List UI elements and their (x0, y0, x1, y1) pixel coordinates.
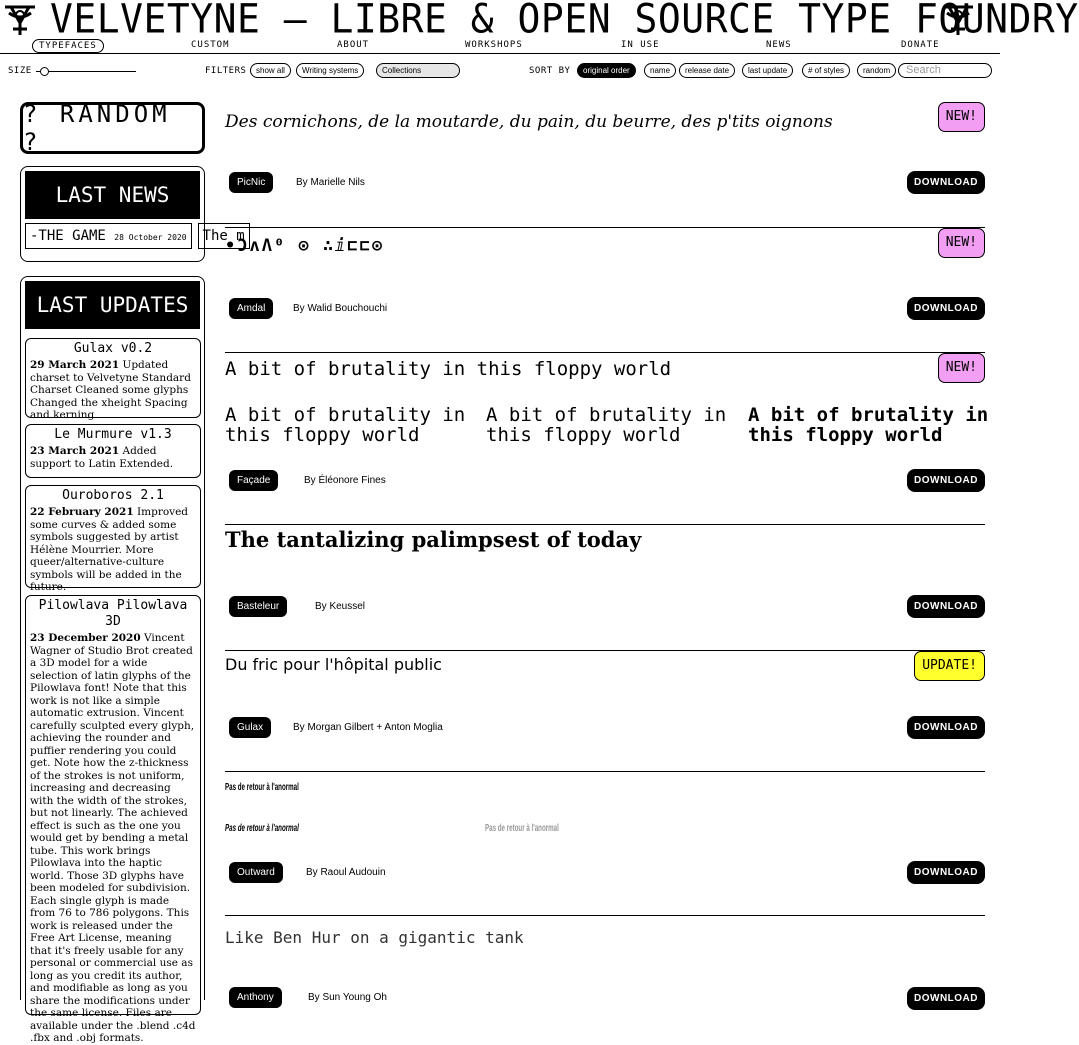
font-name-tag[interactable]: Outward (229, 862, 283, 883)
font-name-tag[interactable]: Amdal (229, 298, 273, 319)
update-text: Vincent Wagner of Studio Brot created a 3D model for a wide selection of latin glyphs of the Pilowlava font! Note that this work is not like a simple automatic extrusion. Vincent carefully sculpted every glyph, achieving the rounder and puffier rendering you could get. Note how the z-thickness of the strokes is not uniform, increasing and decreasing with the width of the strokes, but not linearly. The achieved effect is such as the one you would get by bending a metal tube. This work brings Pilowlava into the haptic world. Those 3D glyphs have been modeled for subdivision. Each single glyph is made from 76 to 786 polygons. This work is released under the Free Art License, meaning that it's freely usable for any personal or commercial use as long as you credit its author, and modifiable as long as you share the modifications under the same license. Files are available under the .blend .c4d .fbx and .obj formats. (30, 632, 196, 1044)
news-item-title: The m (202, 228, 245, 244)
update-title: Gulax v0.2 (73, 341, 153, 356)
font-entry-facade (225, 353, 989, 523)
font-style-variant[interactable]: Pas de retour à l'anormal (225, 823, 299, 834)
font-entry-basteleur (225, 525, 985, 649)
size-slider-knob[interactable] (40, 67, 49, 76)
last-updates-panel (20, 276, 205, 1044)
nav-custom[interactable]: CUSTOM (191, 40, 230, 50)
font-author: By Walid Bouchouchi (293, 303, 388, 314)
font-entry-amdal (225, 228, 985, 324)
news-ticker (25, 223, 245, 251)
update-card[interactable] (25, 338, 201, 421)
font-author: By Éléonore Fines (304, 475, 386, 486)
download-button[interactable]: DOWNLOAD (907, 987, 985, 1010)
update-body (30, 506, 196, 594)
font-name-tag[interactable]: Anthony (229, 987, 282, 1008)
font-specimen[interactable]: •ƆʌΛ⁰ ⊙ ∴ⅈ⊏⊏⊙ (225, 236, 385, 256)
update-text: Updated charset to Velvetyne Standard Charset Cleaned some glyphs Changed the xheight Spacing and kerning (30, 359, 191, 421)
sort-label: SORT BY (529, 66, 571, 76)
font-name-tag[interactable]: Basteleur (229, 596, 287, 617)
download-button[interactable]: DOWNLOAD (907, 861, 985, 884)
font-style-variant[interactable]: Pas de retour à l'anormal (485, 823, 559, 834)
news-item-date: 28 October 2020 (114, 233, 187, 242)
download-button[interactable]: DOWNLOAD (907, 171, 985, 194)
font-author: By Sun Young Oh (308, 992, 387, 1003)
font-entry-outward (225, 772, 985, 914)
filter-writing-systems[interactable]: Writing systems (296, 63, 364, 78)
font-specimen[interactable]: Like Ben Hur on a gigantic tank (225, 928, 524, 947)
font-entry-picnic (225, 102, 985, 198)
site-header (0, 0, 1079, 43)
new-badge: NEW! (938, 228, 985, 258)
font-author: By Marielle Nils (296, 177, 365, 188)
new-badge: NEW! (938, 102, 985, 132)
last-updates-title: LAST UPDATES (25, 281, 200, 329)
font-author: By Morgan Gilbert + Anton Moglia (293, 722, 443, 733)
news-item[interactable] (25, 223, 192, 249)
update-title: Le Murmure v1.3 (54, 427, 172, 442)
update-date: 23 December 2020 (30, 632, 141, 644)
font-style-variant[interactable]: A bit of brutality in this floppy world (486, 404, 727, 446)
nav-typefaces[interactable]: TYPEFACES (32, 39, 104, 53)
font-entry-anthony (225, 916, 985, 1004)
last-news-panel (20, 166, 245, 262)
update-date: 22 February 2021 (30, 506, 134, 518)
update-title: Pilowlava Pilowlava 3D (38, 598, 188, 629)
update-card[interactable] (25, 595, 201, 1044)
update-body (30, 632, 196, 1045)
font-entry-gulax (225, 651, 985, 771)
font-name-tag[interactable]: Gulax (229, 717, 271, 738)
update-title: Ouroboros 2.1 (62, 488, 164, 503)
size-slider[interactable] (36, 71, 136, 72)
sort-number-of-styles[interactable]: # of styles (802, 63, 850, 78)
update-date: 23 March 2021 (30, 445, 120, 457)
update-date: 29 March 2021 (30, 359, 120, 371)
font-specimen[interactable]: Des cornichons, de la moutarde, du pain, du beurre, des p'tits oignons (225, 112, 833, 132)
update-card[interactable] (25, 424, 201, 478)
nav-news[interactable]: NEWS (766, 40, 792, 50)
sort-original-order[interactable]: original order (577, 63, 636, 78)
update-body (30, 359, 196, 422)
random-button[interactable]: ? RANDOM ? (20, 102, 205, 154)
sort-last-update[interactable]: last update (742, 63, 793, 78)
sort-random[interactable]: random (857, 63, 896, 78)
sort-release-date[interactable]: release date (679, 63, 735, 78)
download-button[interactable]: DOWNLOAD (907, 595, 985, 618)
font-specimen[interactable]: A bit of brutality in this floppy world (225, 358, 672, 380)
font-author: By Keussel (315, 601, 366, 612)
nav-donate[interactable]: DONATE (901, 40, 940, 50)
download-button[interactable]: DOWNLOAD (907, 297, 985, 320)
font-specimen[interactable]: The tantalizing palimpsest of today (225, 527, 642, 552)
toolbar (0, 58, 1000, 84)
update-text: Added support to Latin Extended. (30, 445, 174, 470)
search-input[interactable]: Search (898, 63, 992, 78)
new-badge: NEW! (938, 353, 985, 383)
news-item-title: -THE GAME (30, 228, 106, 244)
font-style-variant[interactable]: A bit of brutality in this floppy world (748, 404, 989, 446)
download-button[interactable]: DOWNLOAD (907, 716, 985, 739)
last-news-title: LAST NEWS (25, 171, 200, 219)
filter-collections[interactable]: Collections (376, 63, 460, 78)
font-specimen[interactable]: Pas de retour à l'anormal (225, 782, 299, 793)
nav-in-use[interactable]: IN USE (621, 40, 660, 50)
nav-about[interactable]: ABOUT (337, 40, 370, 50)
update-badge: UPDATE! (914, 651, 985, 681)
size-label: SIZE (8, 66, 32, 76)
font-specimen[interactable]: Du fric pour l'hôpital public (225, 655, 442, 674)
main-nav (0, 38, 1000, 54)
site-title[interactable]: VELVETYNE — LIBRE & OPEN SOURCE TYPE FOUNDRY (50, 0, 1079, 43)
filters-label: FILTERS (205, 66, 247, 76)
sort-name[interactable]: name (644, 63, 676, 78)
update-text: Improved some curves & added some symbols suggested by artist Hélène Mourrier. More queer/alternative-culture symbols will be added in the future. (30, 506, 189, 593)
nav-workshops[interactable]: WORKSHOPS (465, 40, 523, 50)
font-author: By Raoul Audouin (306, 867, 386, 878)
font-name-tag[interactable]: Façade (229, 470, 278, 491)
font-name-tag[interactable]: PicNic (229, 172, 273, 193)
velvetyne-logo-icon[interactable] (938, 2, 978, 38)
update-card[interactable] (25, 485, 201, 593)
download-button[interactable]: DOWNLOAD (907, 469, 985, 492)
font-style-variant[interactable]: A bit of brutality in this floppy world (225, 404, 466, 446)
update-body (30, 445, 196, 470)
velvetyne-logo-icon[interactable] (0, 2, 40, 38)
filter-show-all[interactable]: show all (250, 63, 291, 78)
